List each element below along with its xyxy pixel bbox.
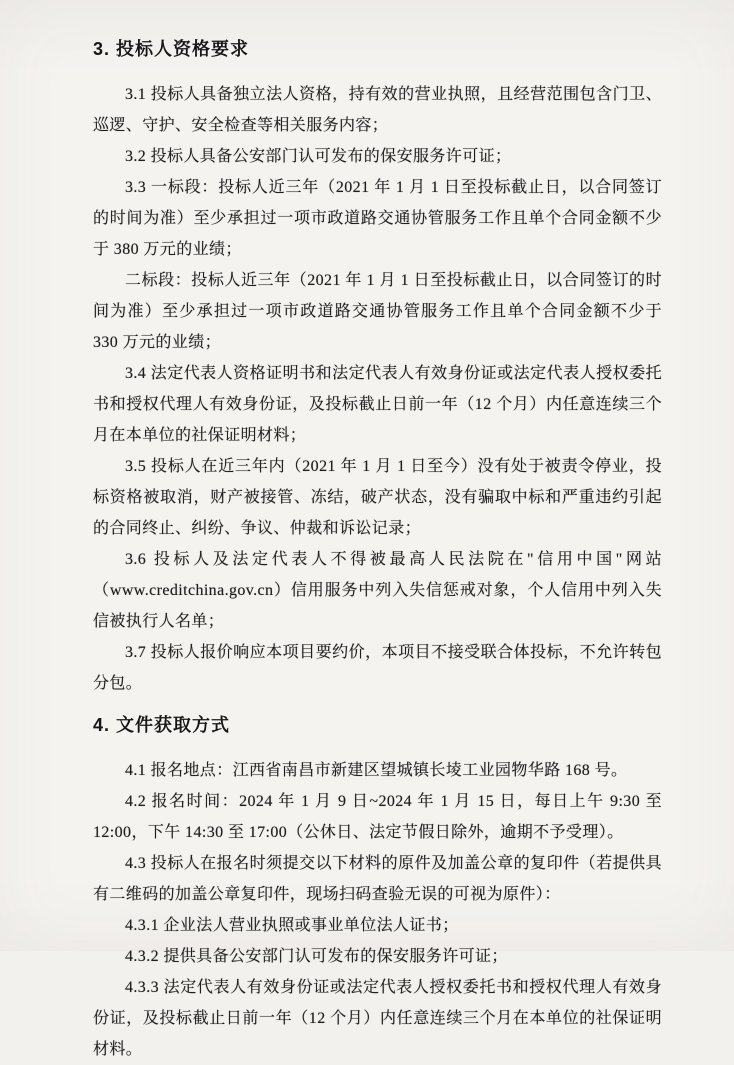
paragraph-3-7: 3.7 投标人报价响应本项目要约价，本项目不接受联合体投标，不允许转包分包。 [93,644,662,692]
paragraph-3-1: 3.1 投标人具备独立法人资格，持有效的营业执照，且经营范围包含门卫、巡逻、守护、安全检查等相关服务内容； [93,86,662,134]
section-bidder-qualification [93,36,662,699]
paragraph-3-3-lot-1: 3.3 一标段：投标人近三年（2021 年 1 月 1 日至投标截止日，以合同签订的时间为准）至少承担过一项市政道路交通协管服务工作且单个合同金额不少于 380 万元的业绩； [93,179,662,258]
paragraph-3-5: 3.5 投标人在近三年内（2021 年 1 月 1 日至今）没有处于被责令停业，投标资格被取消，财产被接管、冻结，破产状态，没有骗取中标和严重违约引起的合同终止、纠纷、争议、仲裁和诉讼记录； [93,458,662,537]
paragraph-3-2: 3.2 投标人具备公安部门认可发布的保安服务许可证； [125,148,512,165]
paragraph-3-6: 3.6 投标人及法定代表人不得被最高人民法院在"信用中国"网站（www.creditchina.gov.cn）信用服务中列入失信惩戒对象，个人信用中列入失信被执行人名单； [93,551,662,630]
paragraph-3-3-lot-2: 二标段：投标人近三年（2021 年 1 月 1 日至投标截止日，以合同签订的时间为准）至少承担过一项市政道路交通协管服务工作且单个合同金额不少于 330 万元的业绩； [93,272,662,351]
section-document-acquisition [93,712,662,1065]
paragraph-3-4: 3.4 法定代表人资格证明书和法定代表人有效身份证或法定代表人授权委托书和授权代理人有效身份证，及投标截止日前一年（12 个月）内任意连续三个月在本单位的社保证明材料； [93,365,662,444]
paragraph-4-3: 4.3 投标人在报名时须提交以下材料的原件及加盖公章的复印件（若提供具有二维码的加盖公章复印件，现场扫码查验无误的可视为原件）： [93,855,662,903]
paragraph-4-1: 4.1 报名地点：江西省南昌市新建区望城镇长堎工业园物华路 168 号。 [125,762,628,779]
paragraph-4-2: 4.2 报名时间：2024 年 1 月 9 日~2024 年 1 月 15 日，每日上午 9:30 至 12:00，下午 14:30 至 17:00（公休日、法定节假日除外，逾期不予受理）。 [93,793,662,841]
paragraph-4-3-2: 4.3.2 提供具备公安部门认可发布的保安服务许可证； [125,948,508,965]
paragraph-4-3-1: 4.3.1 企业法人营业执照或事业单位法人证书； [125,917,459,934]
paragraph-4-3-3: 4.3.3 法定代表人有效身份证或法定代表人授权委托书和授权代理人有效身份证，及投标截止日前一年（12 个月）内任意连续三个月在本单位的社保证明材料。 [93,979,662,1058]
section-4-heading: 4. 文件获取方式 [93,715,231,735]
section-3-heading: 3. 投标人资格要求 [93,39,250,59]
